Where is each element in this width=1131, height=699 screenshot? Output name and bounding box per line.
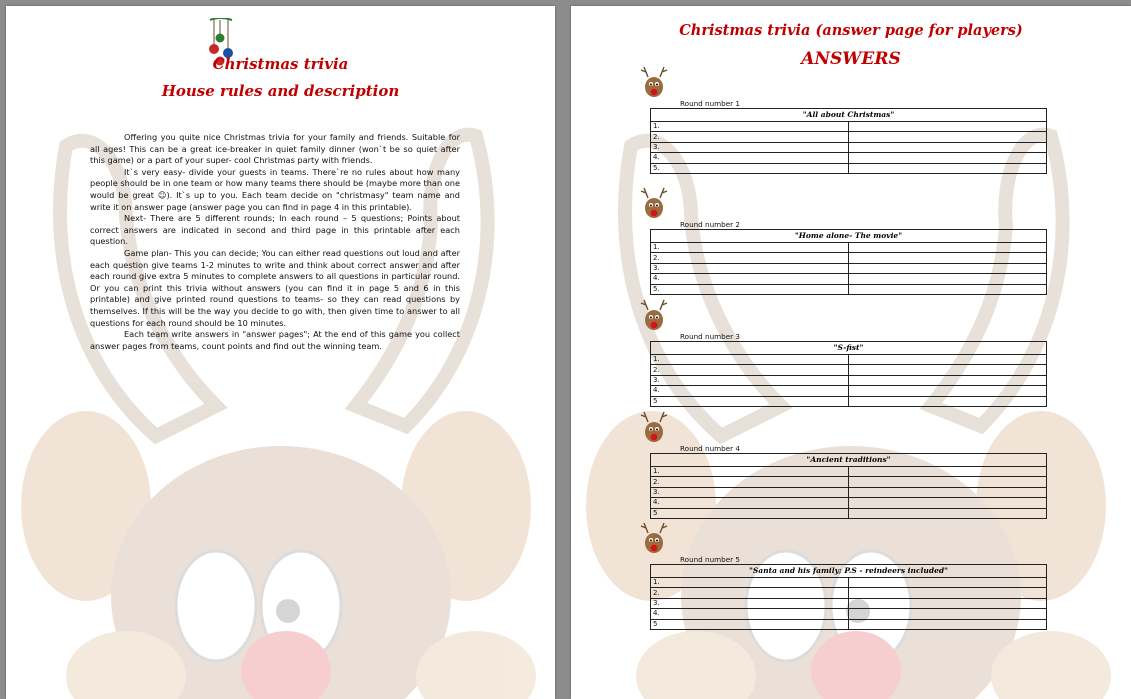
- answer-table: [650, 341, 1047, 407]
- answer-row: [651, 619, 1047, 629]
- answer-number: 1.: [651, 122, 849, 132]
- answer-number: 3.: [651, 487, 849, 497]
- answer-field[interactable]: [849, 132, 1047, 142]
- answer-number: 5.: [651, 163, 849, 173]
- answer-field[interactable]: [849, 253, 1047, 263]
- answer-number: 2.: [651, 365, 849, 375]
- answer-field[interactable]: [849, 163, 1047, 173]
- answer-number: 1.: [651, 467, 849, 477]
- answer-row: [651, 498, 1047, 508]
- reindeer-icon: [640, 298, 668, 332]
- page-title: Christmas trivia (answer page for players): [679, 22, 1023, 39]
- page-answers: [571, 6, 1131, 699]
- paragraph-game-plan: Game plan- This you can decide; You can either read questions out loud and after each question give teams 1-2 minutes to write and think about correct answer and after each round give extra 5 minutes to complete answers to all questions in particular round. Or you can print this trivia without answers (you can find it in page 5 and 6 in this printable) and give printed round questions to teams- so they can read questions by themselves. If this will be the way you decide to go with, then given time to answer to all questions for each round should be 10 minutes.: [90, 247, 460, 328]
- answer-field[interactable]: [849, 578, 1047, 588]
- answer-field[interactable]: [849, 588, 1047, 598]
- answer-field[interactable]: [849, 467, 1047, 477]
- reindeer-icon: [640, 410, 668, 444]
- round-5: [650, 555, 1047, 630]
- answer-field[interactable]: [849, 477, 1047, 487]
- answer-field[interactable]: [849, 508, 1047, 518]
- reindeer-icon: [640, 521, 668, 555]
- answer-row: [651, 487, 1047, 497]
- answer-number: 3.: [651, 598, 849, 608]
- answer-number: 3.: [651, 142, 849, 152]
- answer-row: [651, 598, 1047, 608]
- answer-row: [651, 132, 1047, 142]
- answer-field[interactable]: [849, 598, 1047, 608]
- answer-row: [651, 386, 1047, 396]
- answer-number: 5: [651, 619, 849, 629]
- answer-field[interactable]: [849, 386, 1047, 396]
- answer-field[interactable]: [849, 263, 1047, 273]
- round-title: "S-fist": [651, 342, 1047, 355]
- answer-number: 2.: [651, 588, 849, 598]
- rules-description: [90, 132, 460, 352]
- answer-number: 2.: [651, 132, 849, 142]
- round-label: Round number 5: [680, 555, 740, 564]
- answer-number: 4.: [651, 498, 849, 508]
- round-2: [650, 220, 1047, 295]
- answer-row: [651, 253, 1047, 263]
- answer-row: [651, 284, 1047, 294]
- answer-field[interactable]: [849, 619, 1047, 629]
- reindeer-watermark: [6, 6, 555, 699]
- paragraph-intro: Offering you quite nice Christmas trivia for your family and friends. Suitable for all ages! This can be a great ice-breaker in quiet family dinner (won`t be so quiet after this game) or a part of your super- cool Christmas party with friends.: [90, 132, 460, 166]
- round-label: Round number 1: [680, 99, 740, 108]
- answer-row: [651, 508, 1047, 518]
- answer-field[interactable]: [849, 487, 1047, 497]
- answer-table: [650, 564, 1047, 630]
- answer-field[interactable]: [849, 284, 1047, 294]
- answer-table: [650, 108, 1047, 174]
- answer-row: [651, 588, 1047, 598]
- reindeer-icon: [640, 65, 668, 99]
- answer-number: 2.: [651, 477, 849, 487]
- answer-row: [651, 396, 1047, 406]
- round-3: [650, 332, 1047, 407]
- round-4: [650, 444, 1047, 519]
- answer-number: 2.: [651, 253, 849, 263]
- answer-field[interactable]: [849, 375, 1047, 385]
- answer-row: [651, 375, 1047, 385]
- answer-number: 4.: [651, 386, 849, 396]
- answer-row: [651, 467, 1047, 477]
- answer-field[interactable]: [849, 142, 1047, 152]
- round-1: [650, 99, 1047, 174]
- page-subtitle: House rules and description: [161, 82, 400, 100]
- answer-number: 4.: [651, 609, 849, 619]
- answer-field[interactable]: [849, 243, 1047, 253]
- answer-number: 3.: [651, 263, 849, 273]
- answer-field[interactable]: [849, 609, 1047, 619]
- answer-number: 5: [651, 396, 849, 406]
- answer-field[interactable]: [849, 365, 1047, 375]
- paragraph-scoring: Each team write answers in "answer pages"; At the end of this game you collect answer pages from teams, count points and find out the winning team.: [90, 329, 460, 351]
- answer-field[interactable]: [849, 498, 1047, 508]
- answer-field[interactable]: [849, 274, 1047, 284]
- page-house-rules: [6, 6, 555, 699]
- answer-row: [651, 274, 1047, 284]
- answer-number: 5.: [651, 284, 849, 294]
- page-subtitle: ANSWERS: [801, 49, 901, 69]
- answer-number: 3.: [651, 375, 849, 385]
- answer-row: [651, 609, 1047, 619]
- answer-row: [651, 153, 1047, 163]
- answer-row: [651, 355, 1047, 365]
- answer-number: 1.: [651, 355, 849, 365]
- answer-field[interactable]: [849, 122, 1047, 132]
- answer-number: 1.: [651, 243, 849, 253]
- paragraph-rounds: Next- There are 5 different rounds; In each round – 5 questions; Points about correct answers are indicated in second and third page in this printable after each question.: [90, 213, 460, 247]
- reindeer-icon: [640, 186, 668, 220]
- page-title: Christmas trivia: [212, 55, 349, 73]
- round-title: "Home alone- The movie": [651, 230, 1047, 243]
- paragraph-teams: It`s very easy- divide your guests in teams. There`re no rules about how many people should be in one team or how many teams there should be (maybe more than one would be great ☺). It`s up to you. Each team decide on "christmasy" team name and write it on answer page (answer page you can find in page 4 in this printable).: [90, 166, 460, 212]
- answer-table: [650, 453, 1047, 519]
- answer-row: [651, 365, 1047, 375]
- round-title: "All about Christmas": [651, 109, 1047, 122]
- answer-row: [651, 263, 1047, 273]
- answer-table: [650, 229, 1047, 295]
- answer-number: 5: [651, 508, 849, 518]
- round-title: "Ancient traditions": [651, 454, 1047, 467]
- answer-row: [651, 163, 1047, 173]
- round-title: "Santa and his family; P.S - reindeers included": [651, 565, 1047, 578]
- round-label: Round number 2: [680, 220, 740, 229]
- answer-row: [651, 578, 1047, 588]
- answer-number: 4.: [651, 274, 849, 284]
- answer-number: 1.: [651, 578, 849, 588]
- round-label: Round number 4: [680, 444, 740, 453]
- answer-row: [651, 243, 1047, 253]
- answer-field[interactable]: [849, 396, 1047, 406]
- answer-field[interactable]: [849, 355, 1047, 365]
- answer-row: [651, 142, 1047, 152]
- answer-field[interactable]: [849, 153, 1047, 163]
- answer-number: 4.: [651, 153, 849, 163]
- answer-row: [651, 477, 1047, 487]
- round-label: Round number 3: [680, 332, 740, 341]
- answer-row: [651, 122, 1047, 132]
